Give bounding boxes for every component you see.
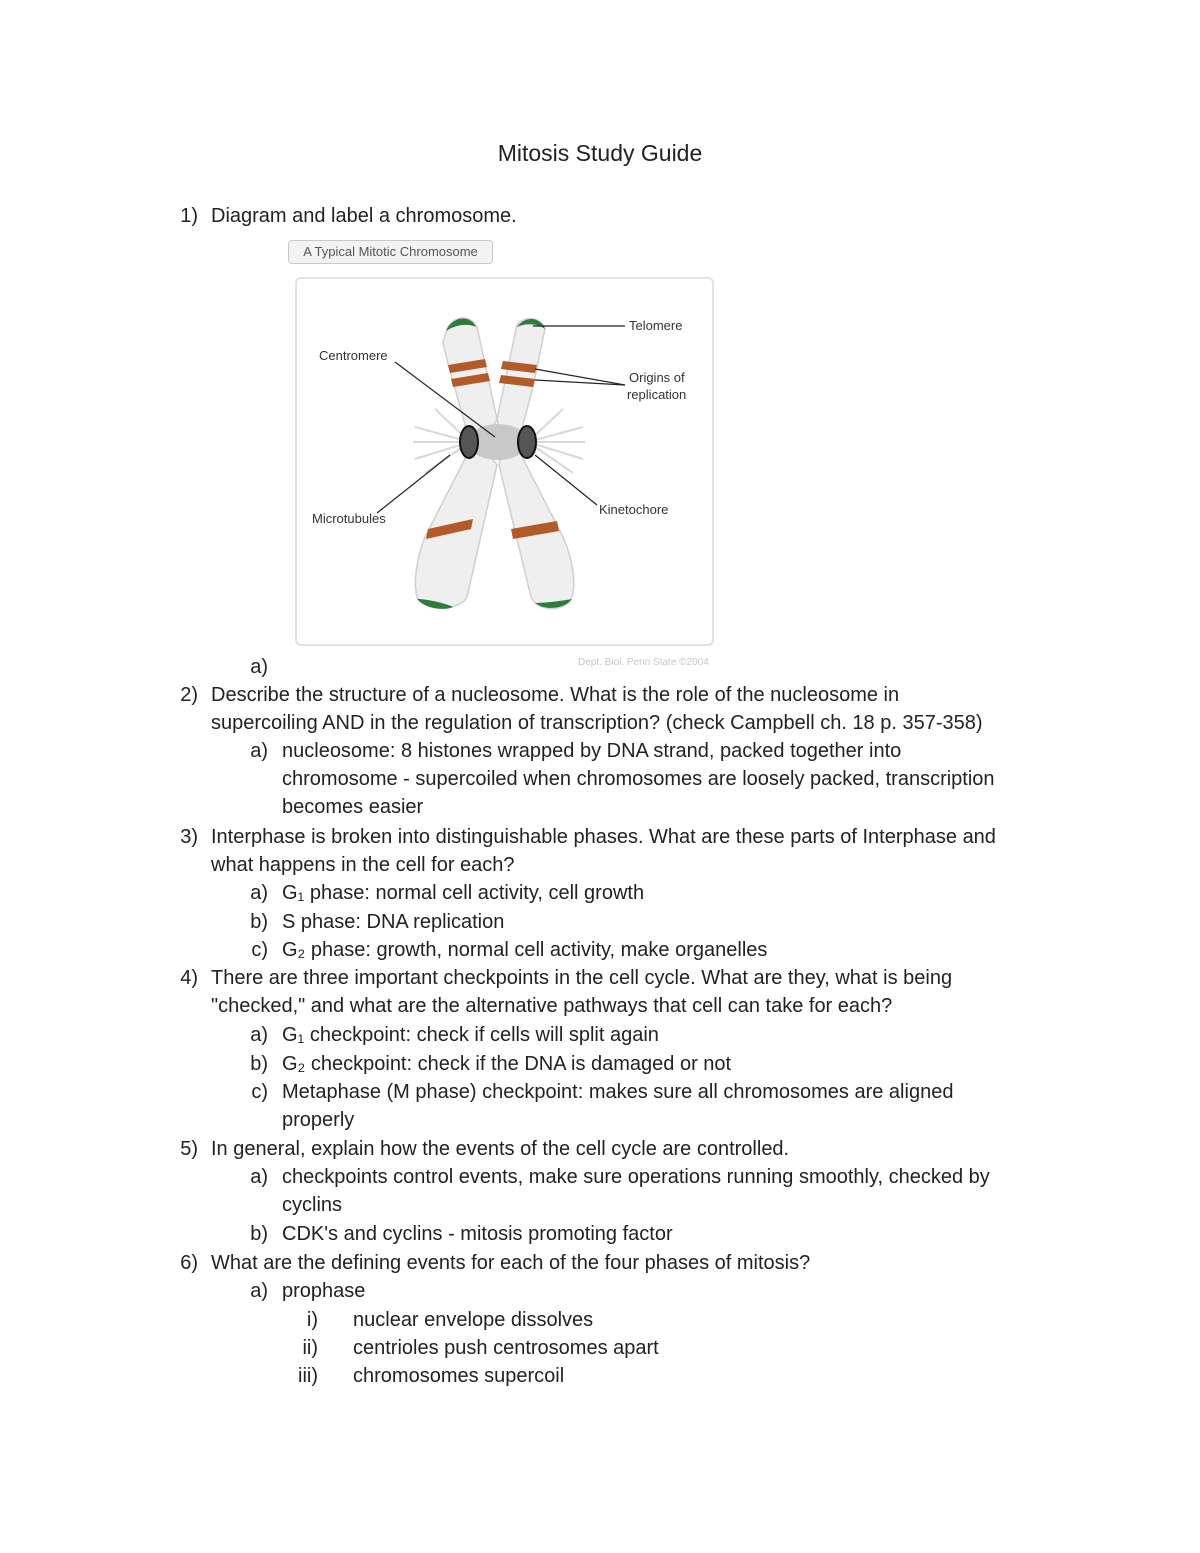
answer-text: nucleosome: 8 histones wrapped by DNA strand, packed together into <box>282 740 902 762</box>
label-origins-line2: replication <box>627 387 687 402</box>
answer-label: a) <box>250 740 268 762</box>
question-number: 6) <box>180 1252 198 1274</box>
chromosome-illustration <box>285 237 730 672</box>
label-microtubules: Microtubules <box>312 511 386 526</box>
question-text: supercoiling AND in the regulation of transcription? (check Campbell ch. 18 p. 357-358) <box>211 712 983 734</box>
question-number: 2) <box>180 684 198 706</box>
answer-label: a) <box>250 1024 268 1046</box>
answer-label: b) <box>250 1223 268 1245</box>
answer-label: a) <box>250 1280 268 1302</box>
answer-text: G₂ phase: growth, normal cell activity, make organelles <box>282 939 768 961</box>
answer-text: CDK's and cyclins - mitosis promoting factor <box>282 1223 673 1245</box>
answer-label: b) <box>250 1053 268 1075</box>
page-title: Mitosis Study Guide <box>497 140 703 166</box>
question-text: In general, explain how the events of the cell cycle are controlled. <box>211 1138 790 1160</box>
label-centromere: Centromere <box>319 348 388 363</box>
question-number: 4) <box>180 967 198 989</box>
sub-answer-text: centrioles push centrosomes apart <box>353 1337 659 1359</box>
answer-label: a) <box>250 1166 268 1188</box>
question-number: 3) <box>180 826 198 848</box>
question-text: Describe the structure of a nucleosome. What is the role of the nucleosome in <box>211 684 900 706</box>
answer-text: G₁ phase: normal cell activity, cell growth <box>282 882 645 904</box>
answer-text: prophase <box>282 1280 366 1302</box>
question-text: There are three important checkpoints in the cell cycle. What are they, what is being <box>211 967 953 989</box>
answer-text: properly <box>282 1109 355 1131</box>
question-text: Interphase is broken into distinguishable phases. What are these parts of Interphase and <box>211 826 996 848</box>
answer-label: b) <box>250 911 268 933</box>
answer-label: c) <box>251 939 268 961</box>
answer-label: a) <box>250 882 268 904</box>
question-number: 5) <box>180 1138 198 1160</box>
figure-caption: A Typical Mitotic Chromosome <box>288 240 493 264</box>
sub-answer-text: chromosomes supercoil <box>353 1365 565 1387</box>
figure-credit: Dept. Biol. Penn State ©2004 <box>578 657 709 668</box>
question-text: "checked," and what are the alternative pathways that cell can take for each? <box>211 995 893 1017</box>
label-kinetochore: Kinetochore <box>599 502 669 517</box>
sub-answer-label: ii) <box>302 1337 318 1359</box>
sub-answer-text: nuclear envelope dissolves <box>353 1309 594 1331</box>
answer-text: cyclins <box>282 1194 343 1216</box>
question-text: what happens in the cell for each? <box>211 854 515 876</box>
answer-text: Metaphase (M phase) checkpoint: makes sure all chromosomes are aligned <box>282 1081 954 1103</box>
answer-text: G₁ checkpoint: check if cells will split again <box>282 1024 659 1046</box>
sub-answer-label: iii) <box>298 1365 318 1387</box>
answer-label: c) <box>251 1081 268 1103</box>
answer-text: S phase: DNA replication <box>282 911 505 933</box>
sub-answer-label: i) <box>306 1309 318 1331</box>
question-text: Diagram and label a chromosome. <box>211 205 517 227</box>
label-origins-line1: Origins of <box>629 370 685 385</box>
answer-label: a) <box>250 656 268 678</box>
answer-text: becomes easier <box>282 796 424 818</box>
chromosome-diagram <box>285 237 730 672</box>
answer-text: chromosome - supercoiled when chromosomes are loosely packed, transcription <box>282 768 995 790</box>
answer-text: checkpoints control events, make sure operations running smoothly, checked by <box>282 1166 990 1188</box>
kinetochore <box>518 426 536 458</box>
label-telomere: Telomere <box>629 318 683 333</box>
answer-text: G₂ checkpoint: check if the DNA is damaged or not <box>282 1053 732 1075</box>
question-text: What are the defining events for each of the four phases of mitosis? <box>211 1252 811 1274</box>
kinetochore <box>460 426 478 458</box>
question-number: 1) <box>180 205 198 227</box>
